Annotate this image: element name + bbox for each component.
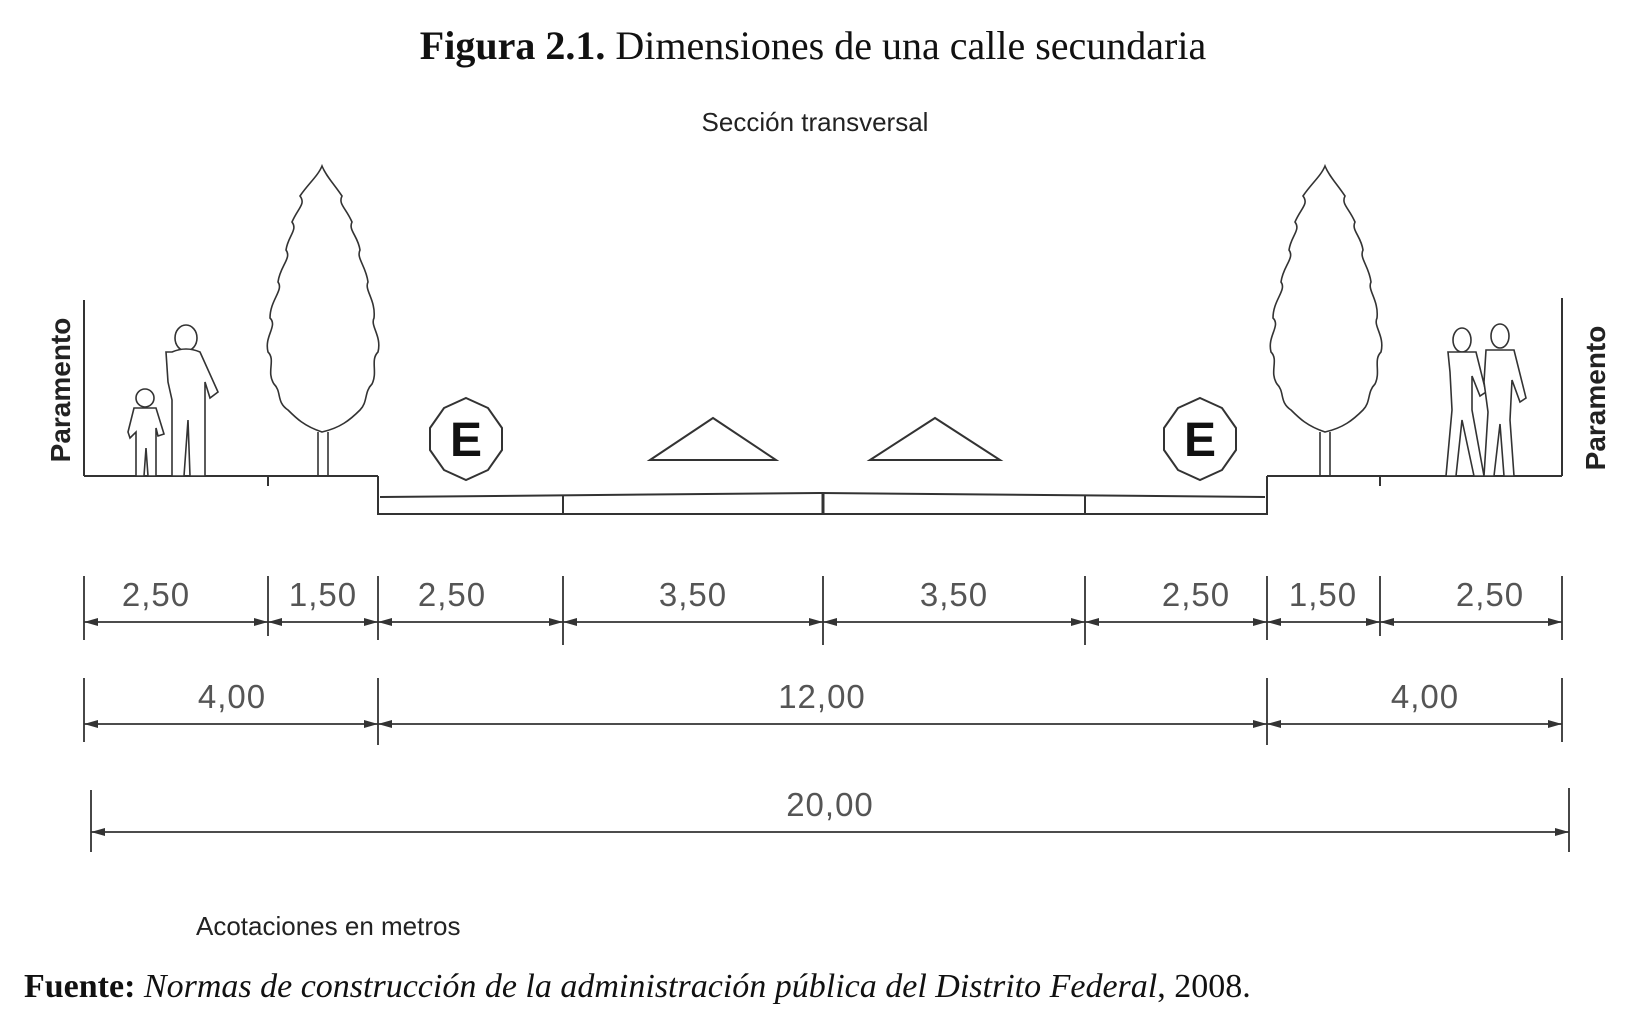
wall-label-right: Paramento bbox=[1580, 325, 1611, 471]
dim-roadway-total: 12,00 bbox=[778, 678, 866, 715]
dim-right-parking: 2,50 bbox=[1161, 576, 1231, 613]
parking-sign-right-icon bbox=[1164, 398, 1236, 480]
parking-sign-left-icon bbox=[430, 398, 502, 480]
dim-left-total: 4,00 bbox=[197, 678, 267, 715]
source-caption bbox=[24, 968, 1251, 1006]
dim-left-planter: 1,50 bbox=[288, 576, 358, 613]
tree-right-icon bbox=[1270, 166, 1382, 476]
dim-left-parking: 2,50 bbox=[417, 576, 487, 613]
source-year: , 2008. bbox=[1157, 968, 1251, 1005]
dim-right-sidewalk: 2,50 bbox=[1455, 576, 1525, 613]
parking-sign-right-label: E bbox=[1183, 414, 1217, 467]
road-surface-right bbox=[820, 493, 1265, 497]
dim-left-sidewalk: 2,50 bbox=[121, 576, 191, 613]
wall-label-left: Paramento bbox=[45, 317, 76, 463]
lane-marker-triangle-right bbox=[870, 418, 1000, 460]
tree-left-icon bbox=[267, 166, 379, 476]
pedestrian-adult-child-icon bbox=[128, 325, 218, 476]
figure-caption: Dimensiones de una calle secundaria bbox=[615, 23, 1207, 68]
source-label: Fuente: bbox=[24, 968, 136, 1005]
figure-label: Figura 2.1. bbox=[419, 23, 606, 68]
lane-marker-triangle-left bbox=[650, 418, 776, 460]
pedestrian-couple-icon bbox=[1446, 324, 1526, 476]
dim-right-planter: 1,50 bbox=[1288, 576, 1358, 613]
dim-overall-total: 20,00 bbox=[786, 786, 874, 823]
dim-right-total: 4,00 bbox=[1390, 678, 1460, 715]
parking-sign-left-label: E bbox=[449, 414, 483, 467]
units-note: Acotaciones en metros bbox=[196, 911, 461, 941]
road-surface-left bbox=[380, 493, 820, 497]
section-title: Sección transversal bbox=[701, 107, 929, 137]
dim-lane-1: 3,50 bbox=[658, 576, 728, 613]
dim-lane-2: 3,50 bbox=[919, 576, 989, 613]
source-work: Normas de construcción de la administración pública del Distrito Federal bbox=[143, 968, 1158, 1005]
